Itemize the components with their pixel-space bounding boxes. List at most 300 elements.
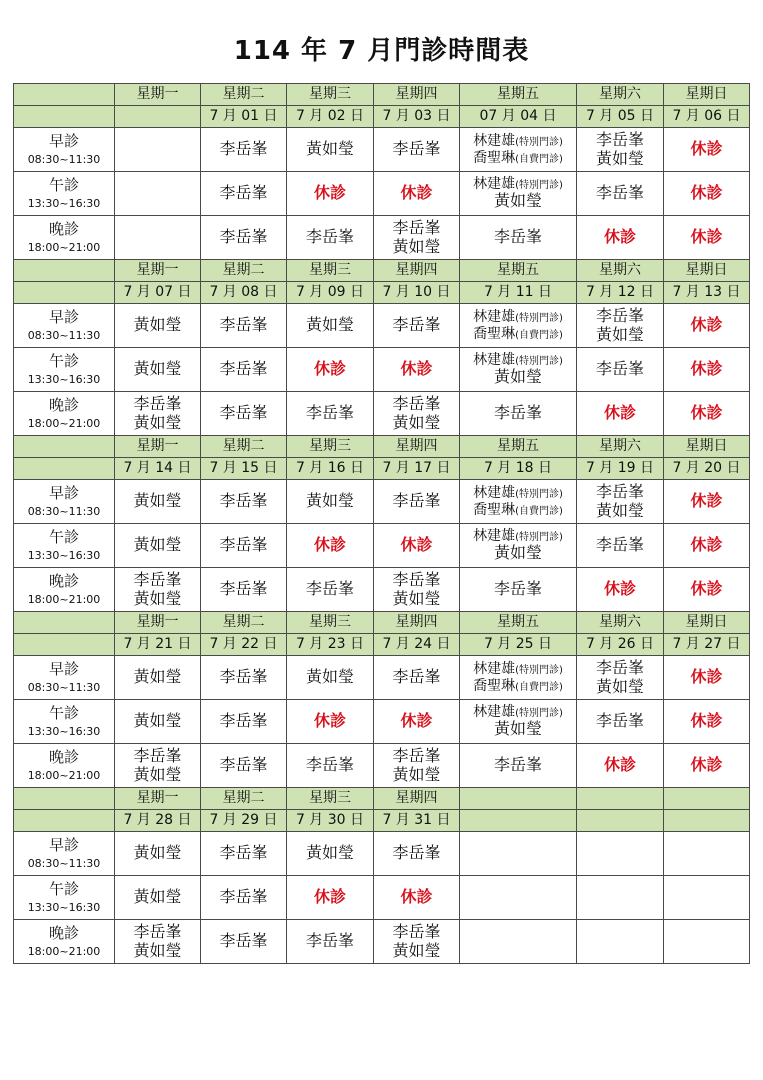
doctor-cell (115, 392, 201, 436)
clinic-type-tag: (特別門診) (515, 313, 563, 325)
doctor-name: 喬聖琳(自費門診) (473, 677, 563, 694)
doctor-name: 黃如瑩 (493, 543, 542, 563)
session-name: 早診 (48, 131, 79, 150)
doctor-name: 黃如瑩 (305, 139, 354, 159)
doctor-cell (374, 524, 460, 568)
doctor-name: 李岳峯 (493, 403, 542, 423)
doctor-cell (201, 876, 287, 920)
doctor-name: 黃如瑩 (392, 588, 441, 608)
corner-cell (14, 458, 115, 480)
corner-cell (14, 634, 115, 656)
weekday-header-row (14, 788, 750, 810)
doctor-name: 黃如瑩 (133, 843, 182, 863)
session-name: 午診 (48, 351, 79, 370)
doctor-cell (201, 216, 287, 260)
doctor-name: 林建雄(特別門診) (473, 528, 563, 545)
doctor-name: 黃如瑩 (133, 667, 182, 687)
session-name: 午診 (48, 175, 79, 194)
session-row (14, 832, 750, 876)
doctor-cell (374, 216, 460, 260)
doctor-cell (115, 348, 201, 392)
doctor-cell (664, 700, 750, 744)
doctor-cell (287, 920, 374, 964)
session-time: 13:30~16:30 (27, 372, 101, 386)
weekday-cell: 星期一 (115, 84, 201, 106)
doctor-cell (664, 216, 750, 260)
doctor-cell (460, 744, 577, 788)
date-cell: 7 月 01 日 (201, 106, 287, 128)
weekday-cell: 星期二 (201, 612, 287, 634)
doctor-name: 李岳峯 (392, 843, 441, 863)
corner-cell (14, 788, 115, 810)
session-name: 早診 (48, 307, 79, 326)
doctor-cell (664, 656, 750, 700)
date-cell: 7 月 14 日 (115, 458, 201, 480)
closed-label: 休診 (603, 755, 636, 775)
date-cell: 7 月 08 日 (201, 282, 287, 304)
page-title: 114 年 7 月門診時間表 (233, 36, 530, 66)
session-row (14, 392, 750, 436)
closed-label: 休診 (690, 535, 723, 555)
doctor-cell (374, 392, 460, 436)
doctor-cell (287, 524, 374, 568)
doctor-cell (374, 568, 460, 612)
doctor-cell (577, 172, 664, 216)
date-cell: 7 月 12 日 (577, 282, 664, 304)
doctor-cell (577, 348, 664, 392)
doctor-name: 李岳峯 (219, 315, 268, 335)
doctor-cell (201, 392, 287, 436)
clinic-type-tag: (自費門診) (515, 153, 563, 165)
doctor-cell (287, 568, 374, 612)
doctor-name: 李岳峯 (493, 579, 542, 599)
session-label (14, 392, 115, 436)
corner-cell (14, 436, 115, 458)
session-time: 13:30~16:30 (27, 724, 101, 738)
doctor-name: 黃如瑩 (133, 412, 182, 432)
closed-label: 休診 (313, 887, 346, 907)
weekday-cell: 星期二 (201, 260, 287, 282)
doctor-name: 李岳峯 (219, 359, 268, 379)
date-cell: 7 月 20 日 (664, 458, 750, 480)
doctor-name: 黃如瑩 (133, 588, 182, 608)
closed-label: 休診 (690, 227, 723, 247)
weekday-cell: 星期三 (287, 260, 374, 282)
clinic-type-tag: (自費門診) (515, 681, 563, 693)
date-cell: 7 月 23 日 (287, 634, 374, 656)
date-cell: 7 月 09 日 (287, 282, 374, 304)
closed-label: 休診 (603, 227, 636, 247)
doctor-cell (374, 876, 460, 920)
doctor-name: 李岳峯 (219, 887, 268, 907)
doctor-name: 李岳峯 (595, 306, 644, 326)
schedule-table (13, 83, 750, 964)
doctor-name: 黃如瑩 (595, 500, 644, 520)
doctor-name: 李岳峯 (493, 755, 542, 775)
doctor-name: 李岳峯 (219, 403, 268, 423)
doctor-name: 黃如瑩 (392, 764, 441, 784)
date-header-row (14, 810, 750, 832)
clinic-type-tag: (特別門診) (515, 708, 563, 720)
clinic-type-tag: (特別門診) (515, 356, 563, 368)
date-cell (664, 810, 750, 832)
doctor-cell (287, 480, 374, 524)
date-cell: 7 月 11 日 (460, 282, 577, 304)
doctor-name: 黃如瑩 (133, 359, 182, 379)
weekday-cell: 星期一 (115, 260, 201, 282)
doctor-name: 李岳峯 (595, 711, 644, 731)
doctor-cell (460, 876, 577, 920)
session-label (14, 744, 115, 788)
weekday-cell: 星期一 (115, 436, 201, 458)
date-cell: 7 月 21 日 (115, 634, 201, 656)
doctor-cell (374, 128, 460, 172)
doctor-cell (287, 832, 374, 876)
doctor-cell (287, 304, 374, 348)
session-label (14, 216, 115, 260)
doctor-cell (115, 700, 201, 744)
session-time: 13:30~16:30 (27, 900, 101, 914)
session-time: 18:00~21:00 (27, 944, 101, 958)
doctor-name: 黃如瑩 (305, 667, 354, 687)
doctor-cell (115, 216, 201, 260)
doctor-name: 黃如瑩 (392, 940, 441, 960)
weekday-cell: 星期三 (287, 84, 374, 106)
closed-label: 休診 (690, 183, 723, 203)
doctor-cell (201, 920, 287, 964)
weekday-cell: 星期五 (460, 84, 577, 106)
corner-cell (14, 84, 115, 106)
session-label (14, 832, 115, 876)
doctor-cell (577, 304, 664, 348)
doctor-name: 黃如瑩 (133, 491, 182, 511)
doctor-cell (287, 216, 374, 260)
session-label (14, 920, 115, 964)
doctor-name: 黃如瑩 (305, 843, 354, 863)
session-name: 午診 (48, 527, 79, 546)
doctor-cell (460, 304, 577, 348)
date-cell: 07 月 04 日 (460, 106, 577, 128)
weekday-cell: 星期三 (287, 612, 374, 634)
doctor-cell (374, 304, 460, 348)
doctor-cell (374, 700, 460, 744)
doctor-cell (460, 216, 577, 260)
doctor-cell (201, 304, 287, 348)
doctor-name: 林建雄(特別門診) (473, 704, 563, 721)
doctor-name: 林建雄(特別門診) (473, 176, 563, 193)
doctor-name: 林建雄(特別門診) (473, 133, 563, 150)
closed-label: 休診 (400, 183, 433, 203)
doctor-name: 黃如瑩 (493, 367, 542, 387)
doctor-name: 喬聖琳(自費門診) (473, 325, 563, 342)
session-row (14, 216, 750, 260)
doctor-name: 李岳峯 (219, 535, 268, 555)
weekday-cell: 星期六 (577, 84, 664, 106)
closed-label: 休診 (690, 667, 723, 687)
clinic-type-tag: (特別門診) (515, 489, 563, 501)
weekday-cell: 星期日 (664, 436, 750, 458)
weekday-cell: 星期五 (460, 612, 577, 634)
weekday-cell: 星期四 (374, 260, 460, 282)
doctor-name: 黃如瑩 (133, 535, 182, 555)
date-cell: 7 月 28 日 (115, 810, 201, 832)
doctor-cell (664, 876, 750, 920)
session-row (14, 568, 750, 612)
doctor-name: 李岳峯 (133, 746, 182, 766)
corner-cell (14, 260, 115, 282)
clinic-type-tag: (特別門診) (515, 532, 563, 544)
doctor-cell (374, 832, 460, 876)
doctor-cell (460, 920, 577, 964)
doctor-cell (201, 524, 287, 568)
session-time: 08:30~11:30 (27, 856, 101, 870)
doctor-name: 李岳峯 (133, 394, 182, 414)
doctor-cell (577, 128, 664, 172)
closed-label: 休診 (690, 139, 723, 159)
doctor-cell (664, 480, 750, 524)
doctor-cell (287, 700, 374, 744)
doctor-name: 喬聖琳(自費門診) (473, 149, 563, 166)
doctor-cell (664, 304, 750, 348)
date-cell: 7 月 18 日 (460, 458, 577, 480)
doctor-cell (115, 172, 201, 216)
session-label (14, 304, 115, 348)
closed-label: 休診 (313, 183, 346, 203)
doctor-name: 李岳峯 (219, 755, 268, 775)
doctor-cell (201, 172, 287, 216)
doctor-cell (664, 128, 750, 172)
closed-label: 休診 (690, 359, 723, 379)
session-label (14, 480, 115, 524)
doctor-cell (287, 656, 374, 700)
weekday-header-row (14, 260, 750, 282)
doctor-cell (460, 524, 577, 568)
closed-label: 休診 (313, 711, 346, 731)
closed-label: 休診 (400, 359, 433, 379)
doctor-name: 林建雄(特別門診) (473, 661, 563, 678)
date-cell: 7 月 06 日 (664, 106, 750, 128)
doctor-cell (460, 128, 577, 172)
session-label (14, 568, 115, 612)
session-row (14, 172, 750, 216)
date-cell: 7 月 31 日 (374, 810, 460, 832)
doctor-cell (577, 480, 664, 524)
weekday-cell (664, 788, 750, 810)
date-cell: 7 月 17 日 (374, 458, 460, 480)
doctor-name: 李岳峯 (219, 491, 268, 511)
doctor-name: 李岳峯 (595, 183, 644, 203)
doctor-cell (115, 568, 201, 612)
doctor-name: 李岳峯 (219, 183, 268, 203)
closed-label: 休診 (313, 535, 346, 555)
session-row (14, 920, 750, 964)
doctor-name: 李岳峯 (392, 746, 441, 766)
doctor-cell (201, 744, 287, 788)
doctor-name: 李岳峯 (493, 227, 542, 247)
closed-label: 休診 (313, 359, 346, 379)
session-row (14, 700, 750, 744)
clinic-type-tag: (自費門診) (515, 505, 563, 517)
doctor-name: 黃如瑩 (392, 412, 441, 432)
doctor-name: 李岳峯 (392, 315, 441, 335)
weekday-cell (460, 788, 577, 810)
doctor-name: 黃如瑩 (595, 676, 644, 696)
session-time: 13:30~16:30 (27, 196, 101, 210)
doctor-cell (577, 568, 664, 612)
session-time: 08:30~11:30 (27, 680, 101, 694)
doctor-cell (460, 700, 577, 744)
session-label (14, 656, 115, 700)
closed-label: 休診 (603, 579, 636, 599)
date-cell: 7 月 07 日 (115, 282, 201, 304)
doctor-cell (664, 920, 750, 964)
doctor-name: 李岳峯 (219, 711, 268, 731)
doctor-name: 李岳峯 (219, 139, 268, 159)
doctor-name: 黃如瑩 (133, 711, 182, 731)
doctor-cell (577, 656, 664, 700)
doctor-cell (460, 832, 577, 876)
doctor-cell (664, 744, 750, 788)
date-header-row (14, 634, 750, 656)
closed-label: 休診 (690, 579, 723, 599)
doctor-cell (374, 172, 460, 216)
session-row (14, 656, 750, 700)
doctor-cell (460, 480, 577, 524)
date-cell (460, 810, 577, 832)
doctor-cell (287, 128, 374, 172)
session-time: 18:00~21:00 (27, 592, 101, 606)
date-header-row (14, 458, 750, 480)
weekday-cell: 星期四 (374, 788, 460, 810)
date-cell: 7 月 27 日 (664, 634, 750, 656)
date-cell: 7 月 02 日 (287, 106, 374, 128)
doctor-cell (577, 700, 664, 744)
doctor-cell (577, 744, 664, 788)
doctor-name: 黃如瑩 (305, 315, 354, 335)
weekday-cell: 星期五 (460, 436, 577, 458)
doctor-name: 李岳峯 (392, 491, 441, 511)
doctor-cell (115, 128, 201, 172)
doctor-name: 李岳峯 (392, 394, 441, 414)
session-time: 13:30~16:30 (27, 548, 101, 562)
doctor-name: 李岳峯 (219, 931, 268, 951)
session-label (14, 172, 115, 216)
closed-label: 休診 (690, 315, 723, 335)
doctor-cell (201, 656, 287, 700)
doctor-cell (115, 304, 201, 348)
doctor-name: 李岳峯 (392, 570, 441, 590)
date-cell: 7 月 13 日 (664, 282, 750, 304)
session-name: 早診 (48, 483, 79, 502)
doctor-name: 黃如瑩 (133, 940, 182, 960)
date-cell: 7 月 05 日 (577, 106, 664, 128)
session-time: 18:00~21:00 (27, 240, 101, 254)
doctor-name: 李岳峯 (392, 139, 441, 159)
doctor-name: 林建雄(特別門診) (473, 352, 563, 369)
doctor-cell (664, 348, 750, 392)
doctor-name: 李岳峯 (595, 130, 644, 150)
session-label (14, 128, 115, 172)
date-cell: 7 月 15 日 (201, 458, 287, 480)
doctor-cell (664, 832, 750, 876)
weekday-cell: 星期四 (374, 612, 460, 634)
session-time: 08:30~11:30 (27, 152, 101, 166)
clinic-type-tag: (特別門診) (515, 665, 563, 677)
doctor-name: 李岳峯 (595, 535, 644, 555)
weekday-cell: 星期二 (201, 788, 287, 810)
weekday-header-row (14, 612, 750, 634)
doctor-cell (201, 568, 287, 612)
weekday-cell: 星期日 (664, 84, 750, 106)
doctor-name: 李岳峯 (305, 403, 354, 423)
doctor-name: 黃如瑩 (305, 491, 354, 511)
session-row (14, 128, 750, 172)
doctor-name: 黃如瑩 (493, 191, 542, 211)
weekday-cell: 星期四 (374, 436, 460, 458)
session-label (14, 700, 115, 744)
doctor-cell (374, 920, 460, 964)
weekday-cell: 星期三 (287, 788, 374, 810)
doctor-cell (460, 348, 577, 392)
doctor-cell (115, 920, 201, 964)
closed-label: 休診 (400, 535, 433, 555)
closed-label: 休診 (690, 403, 723, 423)
session-row (14, 524, 750, 568)
corner-cell (14, 612, 115, 634)
doctor-cell (115, 656, 201, 700)
doctor-cell (374, 656, 460, 700)
doctor-cell (374, 744, 460, 788)
weekday-header-row (14, 84, 750, 106)
date-cell: 7 月 16 日 (287, 458, 374, 480)
doctor-name: 李岳峯 (305, 931, 354, 951)
session-name: 晚診 (48, 219, 79, 238)
doctor-name: 李岳峯 (595, 482, 644, 502)
weekday-cell: 星期六 (577, 436, 664, 458)
doctor-name: 李岳峯 (595, 658, 644, 678)
session-row (14, 876, 750, 920)
doctor-name: 李岳峯 (392, 667, 441, 687)
doctor-cell (374, 480, 460, 524)
doctor-cell (287, 744, 374, 788)
doctor-cell (577, 876, 664, 920)
weekday-cell: 星期六 (577, 612, 664, 634)
doctor-name: 李岳峯 (219, 227, 268, 247)
clinic-type-tag: (特別門診) (515, 180, 563, 192)
date-cell (115, 106, 201, 128)
date-cell: 7 月 30 日 (287, 810, 374, 832)
doctor-cell (115, 832, 201, 876)
closed-label: 休診 (690, 755, 723, 775)
doctor-name: 李岳峯 (392, 922, 441, 942)
doctor-name: 李岳峯 (305, 227, 354, 247)
doctor-cell (287, 876, 374, 920)
doctor-cell (577, 216, 664, 260)
session-time: 18:00~21:00 (27, 416, 101, 430)
session-row (14, 304, 750, 348)
date-header-row (14, 106, 750, 128)
weekday-cell: 星期四 (374, 84, 460, 106)
doctor-cell (201, 128, 287, 172)
session-time: 08:30~11:30 (27, 328, 101, 342)
closed-label: 休診 (400, 711, 433, 731)
weekday-cell: 星期五 (460, 260, 577, 282)
doctor-cell (115, 524, 201, 568)
weekday-cell: 星期一 (115, 612, 201, 634)
doctor-cell (115, 876, 201, 920)
session-row (14, 744, 750, 788)
session-name: 午診 (48, 703, 79, 722)
